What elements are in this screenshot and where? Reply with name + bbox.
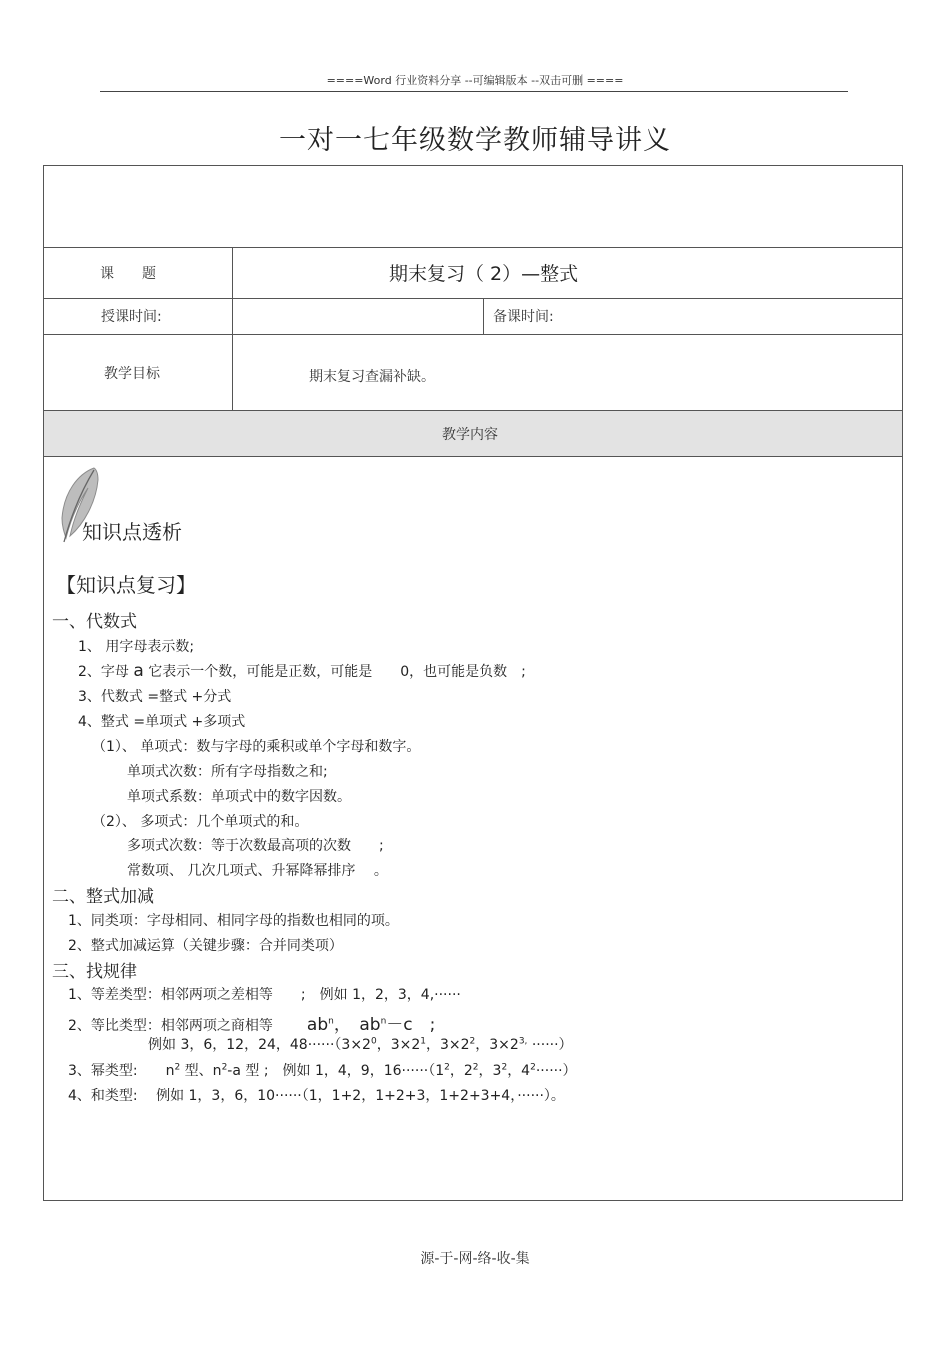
- row-divider: [44, 456, 902, 457]
- goal-label: 教学目标: [104, 366, 160, 382]
- s1-line-10: 常数项、 几次几项式、升幂降幂排序 。: [127, 863, 388, 879]
- s3-line-5: 4、和类型: 例如 1，3，6，10······（1，1+2，1+2+3，1+2+3+4，······）。: [68, 1088, 565, 1104]
- s3-line-3: 例如 3，6，12，24，$48\cdot\cdot\cdot\cdot\cdot\cdot(3\times 2^0$，$3\times 2^1$，$3\times 2^2$，$3\times 2^{3,}$ ······）: [148, 1036, 573, 1053]
- s3-line-1: 1、等差类型：相邻两项之差相等 ; 例如 1，2，3，4,······: [68, 987, 461, 1003]
- s1-line-4: 4、整式 =单项式 +多项式: [78, 714, 246, 730]
- section-2-title: 二、整式加减: [52, 887, 154, 907]
- row-divider: [44, 334, 902, 335]
- s1-line-6: 单项式次数：所有字母指数之和;: [127, 764, 328, 780]
- topic-label: 课 题: [100, 266, 156, 282]
- section-1-title: 一、代数式: [52, 612, 137, 632]
- review-heading: 【知识点复习】: [56, 573, 196, 597]
- s1-line-3: 3、代数式 =整式 +分式: [78, 689, 232, 705]
- row-divider: [44, 247, 902, 248]
- row-divider: [44, 298, 902, 299]
- column-divider: [483, 298, 484, 334]
- prep-time-label: 备课时间:: [493, 309, 554, 325]
- section-heading: 知识点透析: [82, 520, 182, 544]
- document-title: 一对一七年级数学教师辅导讲义: [279, 125, 671, 156]
- s1-line-7: 单项式系数：单项式中的数字因数。: [127, 789, 351, 805]
- s2-line-2: 2、整式加减运算（关键步骤：合并同类项）: [68, 938, 343, 954]
- lesson-table: [43, 165, 903, 1201]
- goal-value: 期末复习查漏补缺。: [309, 369, 435, 385]
- s3-line-2: 2、等比类型：相邻两项之商相等 $ab^n$， $ab^n-c$ ;: [68, 1015, 436, 1035]
- header-note: ====Word 行业资料分享 --可编辑版本 --双击可删 ====: [326, 74, 624, 87]
- s2-line-1: 1、同类项：字母相同、相同字母的指数也相同的项。: [68, 913, 399, 929]
- s1-line-1: 1、 用字母表示数;: [78, 639, 195, 655]
- s1-line-8: （2）、 多项式：几个单项式的和。: [92, 814, 309, 830]
- s1-line-5: （1）、 单项式：数与字母的乘积或单个字母和数字。: [92, 739, 421, 755]
- section-3-title: 三、找规律: [52, 962, 137, 982]
- s3-line-4: 3、幂类型: $n^2$ 型、$n^2-a$ 型 ; 例如 1，4，9，$16\cdot\cdot\cdot\cdot\cdot\cdot(1^2$，$2^2$，$3^2$，$4^2\cdot\cdot\cdot\cdot\cdot\cdot$）: [68, 1062, 577, 1079]
- row-divider: [44, 410, 902, 411]
- content-label: 教学内容: [442, 427, 498, 443]
- footer-note: 源-于-网-络-收-集: [420, 1251, 530, 1267]
- header-rule: [100, 91, 848, 92]
- topic-value: 期末复习（ 2）—整式: [389, 263, 579, 285]
- s1-line-9: 多项式次数：等于次数最高项的次数 ;: [127, 838, 384, 854]
- column-divider: [232, 247, 233, 410]
- lesson-time-label: 授课时间:: [101, 309, 162, 325]
- s1-line-2: 2、字母 a 它表示一个数，可能是正数，可能是 0，也可能是负数 ;: [78, 661, 526, 681]
